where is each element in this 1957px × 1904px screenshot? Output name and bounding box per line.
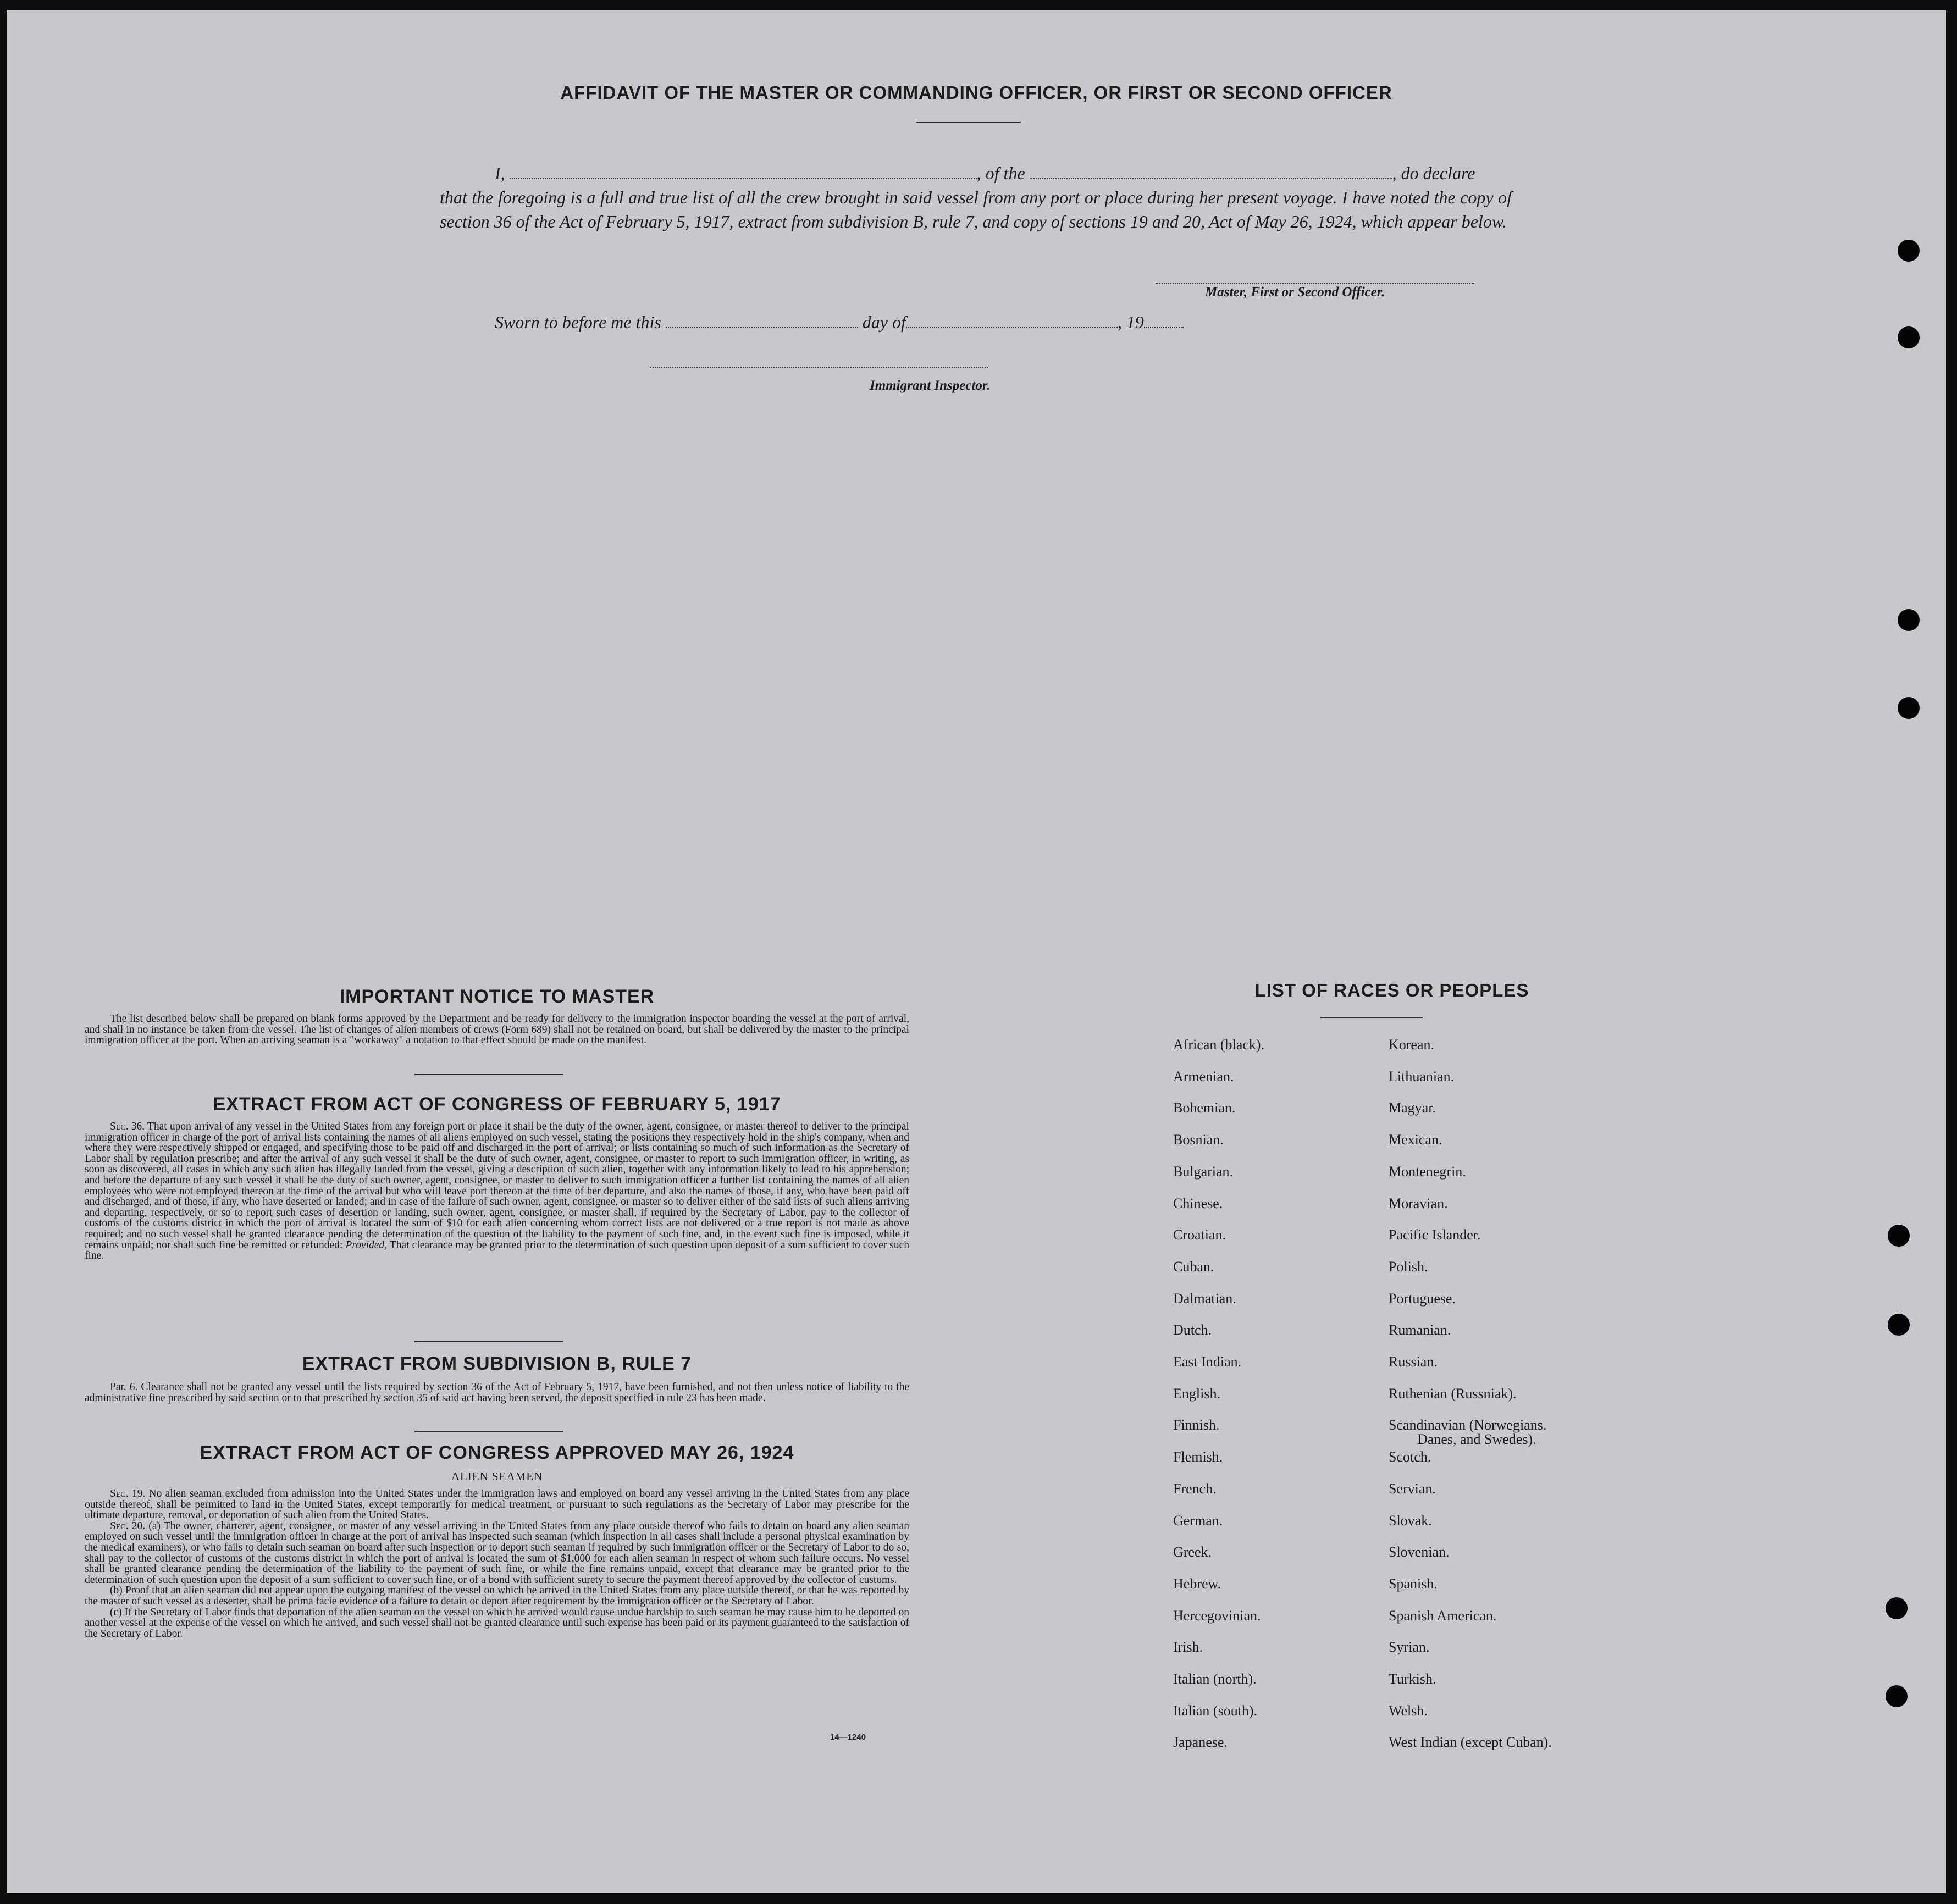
month-field[interactable]	[906, 327, 1118, 328]
punch-hole	[1886, 1597, 1908, 1619]
race-item: Scotch.	[1389, 1449, 1431, 1465]
punch-hole	[1898, 240, 1920, 262]
race-item: Ruthenian (Russniak).	[1389, 1386, 1517, 1402]
punch-hole	[1888, 1314, 1910, 1336]
race-item: Lithuanian.	[1389, 1069, 1455, 1084]
extract-1924-title: EXTRACT FROM ACT OF CONGRESS APPROVED MAY 26, 1924	[200, 1442, 794, 1463]
notice-text: The list described below shall be prepared on blank forms approved by the Department and be ready for delivery to the immigration inspector boarding the vessel at the port of arrival, and shall in no instance be taken from the vessel. The list of changes of alien members of crews (Form 689) shall not be retained on board, but shall be delivered by the master to the principal immigration officer at the port. When an arriving seaman is a "workaway" a notation to that effect should be made on the manifest.	[85, 1013, 909, 1047]
day-of-label: day of	[862, 312, 906, 332]
race-item: Rumanian.	[1389, 1322, 1451, 1338]
race-item: Russian.	[1389, 1354, 1438, 1370]
race-item: Hercegovinian.	[1173, 1608, 1261, 1624]
section-20b-text: (b) Proof that an alien seaman did not appear upon the outgoing manifest of the vessel on which he arrived in the United States from any place outside thereof, or that he was reported by the master of such vessel as a deserter, shall be prima facie evidence of a failure to detain or deport after requirement by the immigration officer or the Secretary of Labor.	[85, 1585, 909, 1607]
race-item: Korean.	[1389, 1037, 1435, 1053]
punch-hole	[1898, 697, 1920, 719]
affidavit-text: that the foregoing is a full and true list of all the crew brought in said vessel from any port or place during her present voyage. I have noted the copy of section 36 of the Act of February 5, 1917, extract from subdivision B, rule 7, and copy of sections 19 and 20, Act of May 26, 1924, which appear below.	[440, 187, 1512, 231]
race-item: Dalmatian.	[1173, 1291, 1236, 1307]
race-item: Bohemian.	[1173, 1100, 1236, 1116]
section-20a-text: (a) The owner, charterer, agent, consignee, or master of any vessel arriving in the United States from any place outside thereof who fails to detain on board any alien seaman employed on such vessel until the immigration officer in charge at the port of arrival has inspected such seaman (which inspection in all cases shall include a personal physical examination by the medical examiners), or who fails to detain such seaman on board after such inspection or to deport such seaman if required by such immigration officer or the Secretary of Labor to do so, shall pay to the collector of customs of the customs district in which the port of arrival is located the sum of $1,000 for each alien seaman in respect of whom such failure occurs. No vessel shall be granted clearance pending the determination of the liability to the payment of such fine, or while the fine remains unpaid, except that clearance may be granted prior to the determination of such question upon the deposit of a sum sufficient to cover such fine, or of a bond with sufficient surety to secure the payment thereof approved by the collector of customs.	[85, 1520, 910, 1586]
race-item: Chinese.	[1173, 1195, 1223, 1211]
declaration-line	[440, 161, 1512, 185]
race-item-continuation: Danes, and Swedes).	[1417, 1431, 1536, 1447]
affidavit-title: AFFIDAVIT OF THE MASTER OR COMMANDING OFFICER, OR FIRST OR SECOND OFFICER	[560, 82, 1392, 103]
form-page	[7, 10, 1946, 1893]
proviso-text: That clearance may be granted prior to the determination of such question upon deposit of a sum sufficient to cover such fine.	[85, 1239, 909, 1262]
race-item: Bosnian.	[1173, 1132, 1224, 1148]
race-item: Finnish.	[1173, 1417, 1220, 1433]
rule-7-title: EXTRACT FROM SUBDIVISION B, RULE 7	[302, 1353, 692, 1374]
race-item: Welsh.	[1389, 1703, 1428, 1719]
name-field[interactable]	[510, 178, 977, 179]
year-field[interactable]	[1144, 327, 1184, 328]
affidavit-body	[440, 161, 1512, 234]
section-divider	[414, 1341, 563, 1342]
extract-1917-text	[85, 1121, 909, 1261]
race-item: Slovenian.	[1389, 1544, 1450, 1560]
race-item: Syrian.	[1389, 1639, 1430, 1655]
race-item: Servian.	[1389, 1481, 1436, 1497]
race-item: Pacific Islander.	[1389, 1227, 1481, 1243]
races-title-divider	[1320, 1017, 1423, 1018]
race-item: Mexican.	[1389, 1132, 1442, 1148]
year-label: , 19	[1117, 312, 1144, 332]
race-item: Irish.	[1173, 1639, 1203, 1655]
race-item: Polish.	[1389, 1259, 1428, 1275]
race-item: Japanese.	[1173, 1734, 1228, 1750]
vessel-field[interactable]	[1030, 178, 1392, 179]
extract-1924-text	[85, 1488, 909, 1639]
race-item: Cuban.	[1173, 1259, 1214, 1275]
race-item: Italian (north).	[1173, 1671, 1257, 1687]
race-item: Hebrew.	[1173, 1576, 1221, 1592]
signature-line[interactable]	[1156, 283, 1474, 284]
title-divider	[916, 122, 1021, 123]
section-20c-text: (c) If the Secretary of Labor finds that deportation of the alien seaman on the vessel on which he arrived would cause undue hardship to such seaman he may cause him to be deported on another vessel at the expense of the vessel on which he arrived, and such vessel shall not be granted clearance until such expense has been paid or its payment guaranteed to the satisfaction of the Secretary of Labor.	[85, 1606, 909, 1640]
section-20-label: Sec. 20.	[110, 1520, 146, 1532]
race-item: African (black).	[1173, 1037, 1265, 1053]
race-item: Montenegrin.	[1389, 1164, 1466, 1180]
race-item: German.	[1173, 1513, 1223, 1529]
extract-1917-title: EXTRACT FROM ACT OF CONGRESS OF FEBRUARY 5, 1917	[213, 1094, 781, 1115]
race-item: English.	[1173, 1386, 1220, 1402]
race-item: Armenian.	[1173, 1069, 1234, 1084]
race-item: French.	[1173, 1481, 1217, 1497]
race-item: Flemish.	[1173, 1449, 1223, 1465]
race-item: Moravian.	[1389, 1195, 1448, 1211]
race-item: Slovak.	[1389, 1513, 1432, 1529]
sworn-line	[495, 312, 1184, 333]
race-item: Portuguese.	[1389, 1291, 1456, 1307]
do-declare-label: , do declare	[1392, 163, 1475, 183]
race-item: Italian (south).	[1173, 1703, 1258, 1719]
punch-hole	[1898, 609, 1920, 631]
of-the-label: , of the	[976, 163, 1025, 183]
race-item: West Indian (except Cuban).	[1389, 1734, 1552, 1750]
section-divider	[414, 1431, 563, 1432]
race-item: Magyar.	[1389, 1100, 1436, 1116]
form-number: 14—1240	[830, 1733, 866, 1742]
section-divider	[414, 1074, 563, 1075]
alien-seamen-subtitle: ALIEN SEAMEN	[451, 1470, 543, 1483]
race-item: Croatian.	[1173, 1227, 1226, 1243]
punch-hole	[1898, 326, 1920, 348]
sworn-label: Sworn to before me this	[495, 312, 661, 332]
section-19-text: No alien seaman excluded from admission into the United States under the immigration laws and employed on board any vessel arriving in the United States from any place outside thereof, shall be permitted to land in the United States, except temporarily for medical treatment, or pursuant to such regulations as the Secretary of Labor may prescribe for the ultimate departure, removal, or deportation of such alien from the United States.	[85, 1488, 909, 1521]
race-item: Bulgarian.	[1173, 1164, 1234, 1180]
inspector-caption: Immigrant Inspector.	[870, 378, 991, 393]
race-item: Turkish.	[1389, 1671, 1436, 1687]
inspector-signature-line[interactable]	[650, 367, 988, 368]
races-title: LIST OF RACES OR PEOPLES	[1254, 980, 1529, 1000]
day-field[interactable]	[666, 327, 858, 328]
race-item: Greek.	[1173, 1544, 1212, 1560]
proviso-label: Provided,	[345, 1239, 388, 1251]
notice-title: IMPORTANT NOTICE TO MASTER	[339, 986, 655, 1007]
punch-hole	[1886, 1685, 1908, 1707]
section-36-label: Sec. 36.	[110, 1121, 145, 1132]
rule-7-text: Par. 6. Clearance shall not be granted any vessel until the lists required by section 36 of the Act of February 5, 1917, have been furnished, and not then unless notice of liability to the administrative fine prescribed by said section or to that prescribed by section 35 of said act having been served, the deposit specified in rule 23 has been made.	[85, 1381, 909, 1404]
race-item: Scandinavian (Norwegians.	[1389, 1417, 1547, 1433]
race-item: Dutch.	[1173, 1322, 1212, 1338]
section-19-label: Sec. 19.	[110, 1488, 146, 1499]
section-36-text: That upon arrival of any vessel in the United States from any foreign port or place it shall be the duty of the owner, agent, consignee, or master thereof to deliver to the principal immigration officer in charge of the port of arrival lists containing the names of all aliens employed on such vessel, stating the positions they respectively hold in the ship's company, when and where they were respectively shipped or engaged, and specifying those to be paid off and discharged in the port of arrival; or lists containing so much of such information as the Secretary of Labor shall by regulation prescribe; and after the arrival of any such vessel it shall be the duty of such owner, agent, consignee, or master to report to such immigration officer, in writing, as soon as discovered, all cases in which any such alien has illegally landed from the vessel, giving a description of such alien, together with any information likely to lead to his apprehension; and before the departure of any such vessel it shall be the duty of such owner, agent, consignee, or master to deliver to such immigration officer a further list containing the names of all alien employees who were not employed thereon at the time of the arrival but who will leave port thereon at the time of her departure, and also the names of those, if any, who have been paid off and discharged, and of those, if any, who have deserted or landed; and in case of the failure of such owner, agent, consignee, or master so to deliver either of the said lists of such aliens arriving and departing, respectively, or so to report such cases of desertion or landing, such owner, agent, consignee, or master shall, if required by the Secretary of Labor, pay to the collector of customs of the customs district in which the port of arrival is located the sum of $10 for each alien concerning whom correct lists are not delivered or a true report is not made as above required; and no such vessel shall be granted clearance pending the determination of the question of the liability to the payment of such fine, and, in the event such fine is imposed, while it remains unpaid; nor shall such fine be remitted or refunded:	[85, 1121, 909, 1251]
race-item: East Indian.	[1173, 1354, 1242, 1370]
race-item: Spanish.	[1389, 1576, 1438, 1592]
signature-caption: Master, First or Second Officer.	[1205, 285, 1385, 300]
punch-hole	[1888, 1225, 1910, 1247]
race-item: Spanish American.	[1389, 1608, 1497, 1624]
i-label: I,	[495, 163, 505, 183]
